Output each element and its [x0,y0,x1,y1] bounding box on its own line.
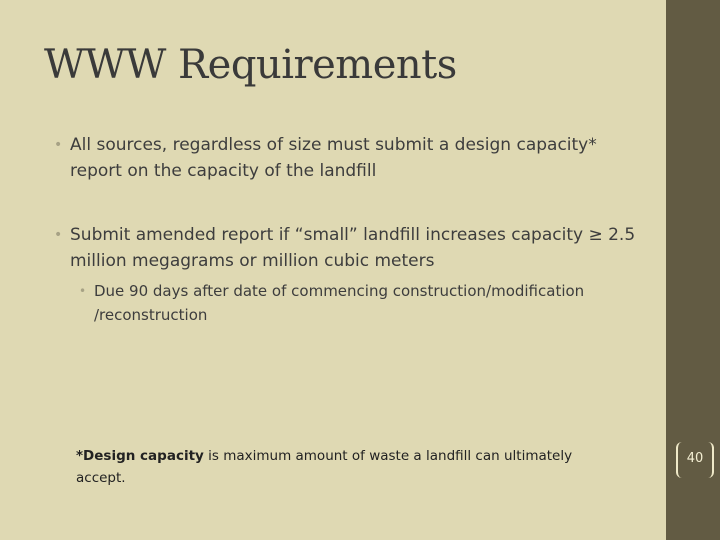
sub-bullet-text: Due 90 days after date of commencing construction/modification /reconstruction [94,282,585,324]
bullet-text: All sources, regardless of size must submit a design capacity* report on the capacity of the landfill [70,135,597,181]
bullet-item [54,132,640,184]
page-number: 40 [686,451,704,466]
slide-title: WWW Requirements [44,42,457,88]
bullet-dot-icon: • [79,284,87,298]
bullet-dot-icon: • [54,137,63,153]
footnote-definition: is maximum amount of waste a landfill can ultimately accept. [76,448,573,486]
bullet-item [54,222,640,274]
sub-bullet-item [79,279,654,327]
bullet-text: Submit amended report if “small” landfill increases capacity ≥ 2.5 million megagrams or million cubic meters [70,225,636,271]
bullet-dot-icon: • [54,227,63,243]
footnote [76,445,616,489]
footnote-term: *Design capacity [76,448,204,464]
page-number-badge [676,442,714,478]
